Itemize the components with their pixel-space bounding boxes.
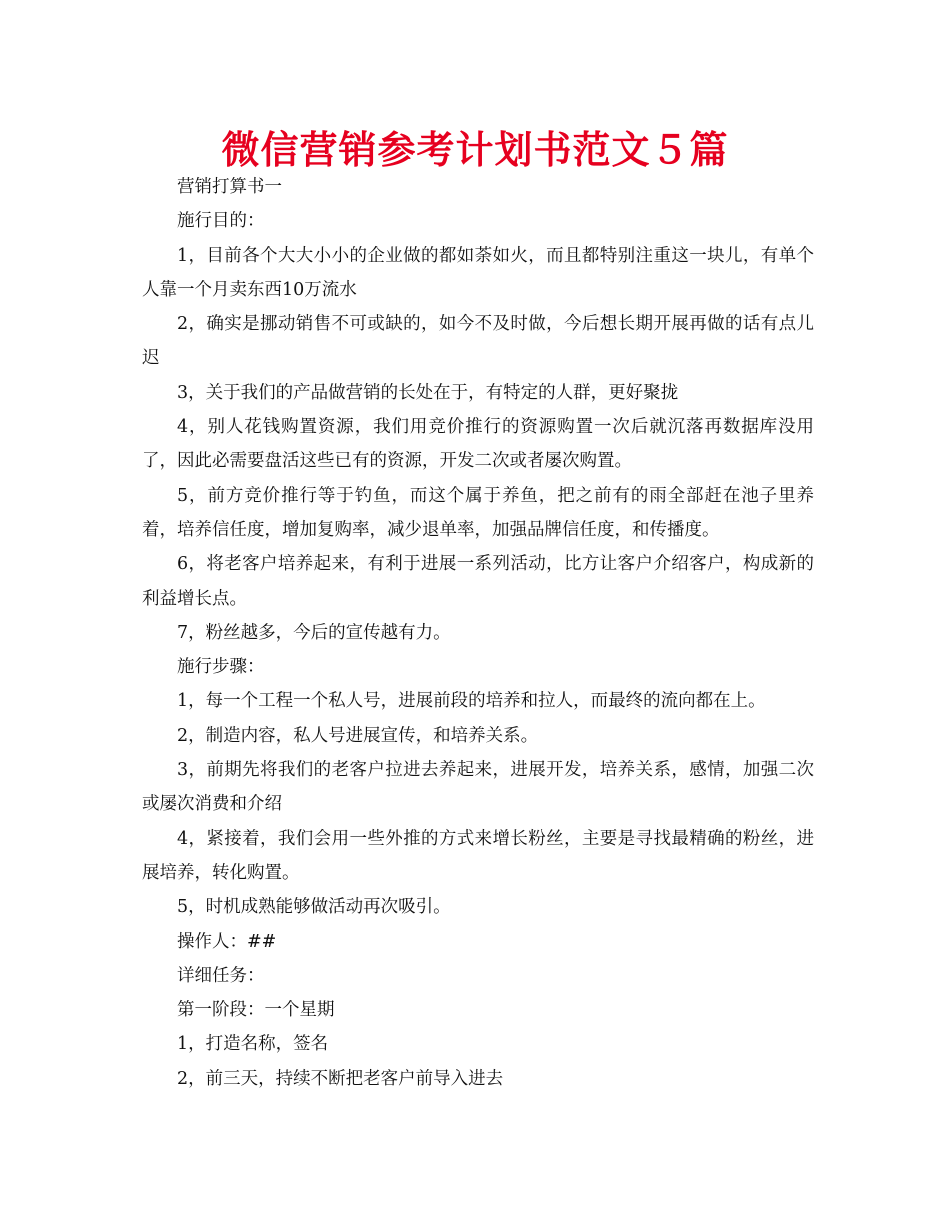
paragraph: 3，前期先将我们的老客户拉进去养起来，进展开发，培养关系，感情，加强二次或屡次消费和介绍 [142, 760, 814, 815]
paragraph: 1，每一个工程一个私人号，进展前段的培养和拉人，而最终的流向都在上。 [177, 691, 766, 712]
paragraph: 施行步骤： [177, 657, 265, 678]
paragraph: 2，制造内容，私人号进展宣传，和培养关系。 [177, 725, 539, 746]
paragraph: 6，将老客户培养起来，有利于进展一系列活动，比方让客户介绍客户，构成新的利益增长点。 [142, 554, 814, 609]
paragraph: 详细任务： [177, 965, 265, 986]
paragraph: 施行目的： [177, 211, 265, 232]
paragraph: 3，关于我们的产品做营销的长处在于，有特定的人群，更好聚拢 [177, 382, 679, 403]
paragraph: 2，确实是挪动销售不可或缺的，如今不及时做，今后想长期开展再做的话有点儿迟 [142, 314, 814, 369]
paragraph: 5，前方竞价推行等于钓鱼，而这个属于养鱼，把之前有的雨全部赶在池子里养着，培养信任度，增加复购率，减少退单率，加强品牌信任度，和传播度。 [142, 485, 814, 540]
paragraph: 4，别人花钱购置资源，我们用竞价推行的资源购置一次后就沉落再数据库没用了，因此必需要盘活这些已有的资源，开发二次或者屡次购置。 [142, 417, 814, 472]
paragraph: 第一阶段：一个星期 [177, 1000, 335, 1021]
paragraph: 4，紧接着，我们会用一些外推的方式来增长粉丝，主要是寻找最精确的粉丝，进展培养，转化购置。 [142, 828, 814, 883]
paragraph: 5，时机成熟能够做活动再次吸引。 [177, 897, 451, 918]
paragraph: 7，粉丝越多，今后的宣传越有力。 [177, 622, 451, 643]
paragraph: 1，打造名称，签名 [177, 1034, 329, 1055]
document-body [142, 170, 814, 1096]
document-title: 微信营销参考计划书范文５篇 [221, 128, 729, 172]
paragraph: 1，目前各个大大小小的企业做的都如荼如火，而且都特别注重这一块儿，有单个人靠一个月卖东西10万流水 [142, 245, 814, 300]
paragraph: 营销打算书一 [177, 177, 282, 197]
paragraph: 2，前三天，持续不断把老客户前导入进去 [177, 1068, 504, 1089]
paragraph: 操作人：## [177, 931, 277, 952]
